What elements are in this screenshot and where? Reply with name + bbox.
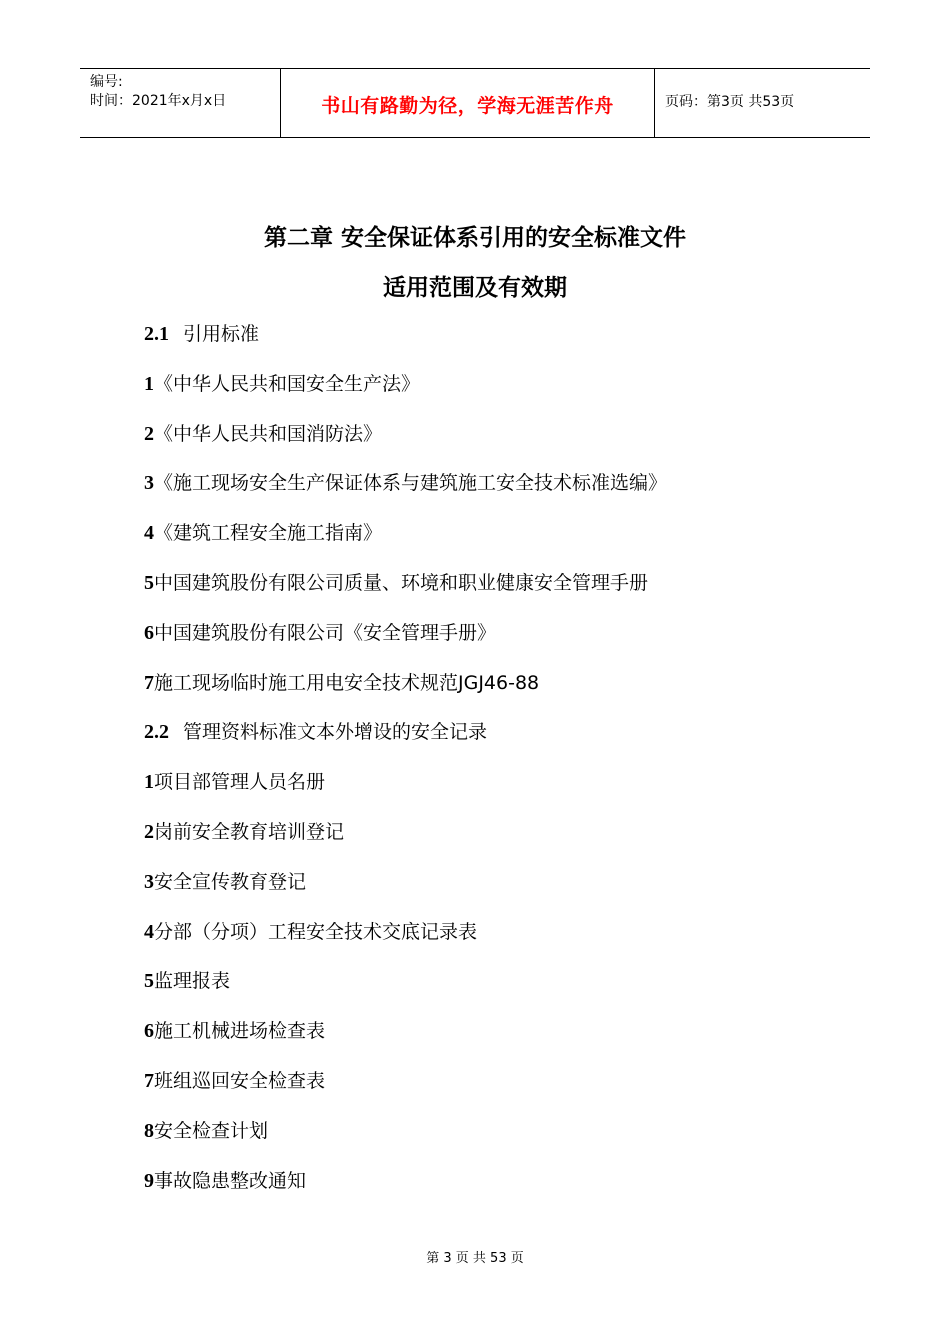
list-item [144, 619, 496, 646]
page-footer: 第 3 页 共 53 页 [426, 1251, 524, 1266]
list-item [144, 469, 667, 496]
item-number: 5 [144, 572, 154, 594]
list-item [144, 420, 382, 447]
header-motto-cell [280, 69, 655, 137]
header-motto: 书山有路勤为径，学海无涯苦作舟 [321, 95, 614, 117]
chapter-title: 第二章 安全保证体系引用的安全标准文件 [263, 225, 686, 251]
list-item [144, 669, 539, 696]
list-item [144, 1167, 306, 1194]
item-text: 班组巡回安全检查表 [154, 1070, 326, 1092]
item-number: 8 [144, 1120, 154, 1142]
item-text: 《中华人民共和国安全生产法》 [154, 373, 421, 395]
section-heading [144, 718, 487, 745]
item-text: 中国建筑股份有限公司《安全管理手册》 [154, 622, 497, 644]
item-text: 《施工现场安全生产保证体系与建筑施工安全技术标准选编》 [154, 472, 668, 494]
item-text: 岗前安全教育培训登记 [154, 821, 345, 843]
list-item [144, 1017, 325, 1044]
item-text: 施工机械进场检查表 [154, 1020, 326, 1042]
chapter-subtitle: 适用范围及有效期 [383, 275, 567, 301]
list-item [144, 818, 344, 845]
list-item [144, 768, 325, 795]
item-number: 5 [144, 970, 154, 992]
item-number: 6 [144, 622, 154, 644]
section-title: 管理资料标准文本外增设的安全记录 [183, 721, 488, 743]
item-number: 4 [144, 522, 154, 544]
item-text: 安全检查计划 [154, 1120, 269, 1142]
list-item [144, 519, 382, 546]
item-number: 1 [144, 771, 154, 793]
header-page-info: 页码：第3页 共53页 [665, 94, 795, 110]
list-item [144, 1067, 325, 1094]
item-number: 4 [144, 921, 154, 943]
section-number: 2.2 [144, 721, 169, 743]
item-text: 监理报表 [154, 970, 231, 992]
list-item [144, 1117, 268, 1144]
section-heading [144, 320, 259, 347]
item-text: 中国建筑股份有限公司质量、环境和职业健康安全管理手册 [154, 572, 649, 594]
list-item [144, 569, 648, 596]
document-header [80, 68, 870, 138]
item-number: 1 [144, 373, 154, 395]
item-number: 3 [144, 871, 154, 893]
document-number-label: 编号: [90, 74, 123, 90]
item-number: 9 [144, 1170, 154, 1192]
item-number: 7 [144, 672, 154, 694]
item-text: 事故隐患整改通知 [154, 1170, 307, 1192]
item-number: 2 [144, 821, 154, 843]
item-text: 《建筑工程安全施工指南》 [154, 522, 383, 544]
header-page-cell [655, 69, 870, 137]
item-number: 7 [144, 1070, 154, 1092]
list-item [144, 967, 230, 994]
list-item [144, 370, 420, 397]
item-text: 项目部管理人员名册 [154, 771, 326, 793]
item-number: 2 [144, 423, 154, 445]
item-text: 《中华人民共和国消防法》 [154, 423, 383, 445]
item-number: 6 [144, 1020, 154, 1042]
item-text: 施工现场临时施工用电安全技术规范JGJ46-88 [154, 672, 540, 694]
item-text: 分部（分项）工程安全技术交底记录表 [154, 921, 478, 943]
item-text: 安全宣传教育登记 [154, 871, 307, 893]
document-time-label: 时间：2021年x月x日 [90, 93, 227, 109]
list-item [144, 918, 477, 945]
header-meta [80, 69, 280, 137]
section-number: 2.1 [144, 323, 169, 345]
section-title: 引用标准 [183, 323, 260, 345]
item-number: 3 [144, 472, 154, 494]
list-item [144, 868, 306, 895]
